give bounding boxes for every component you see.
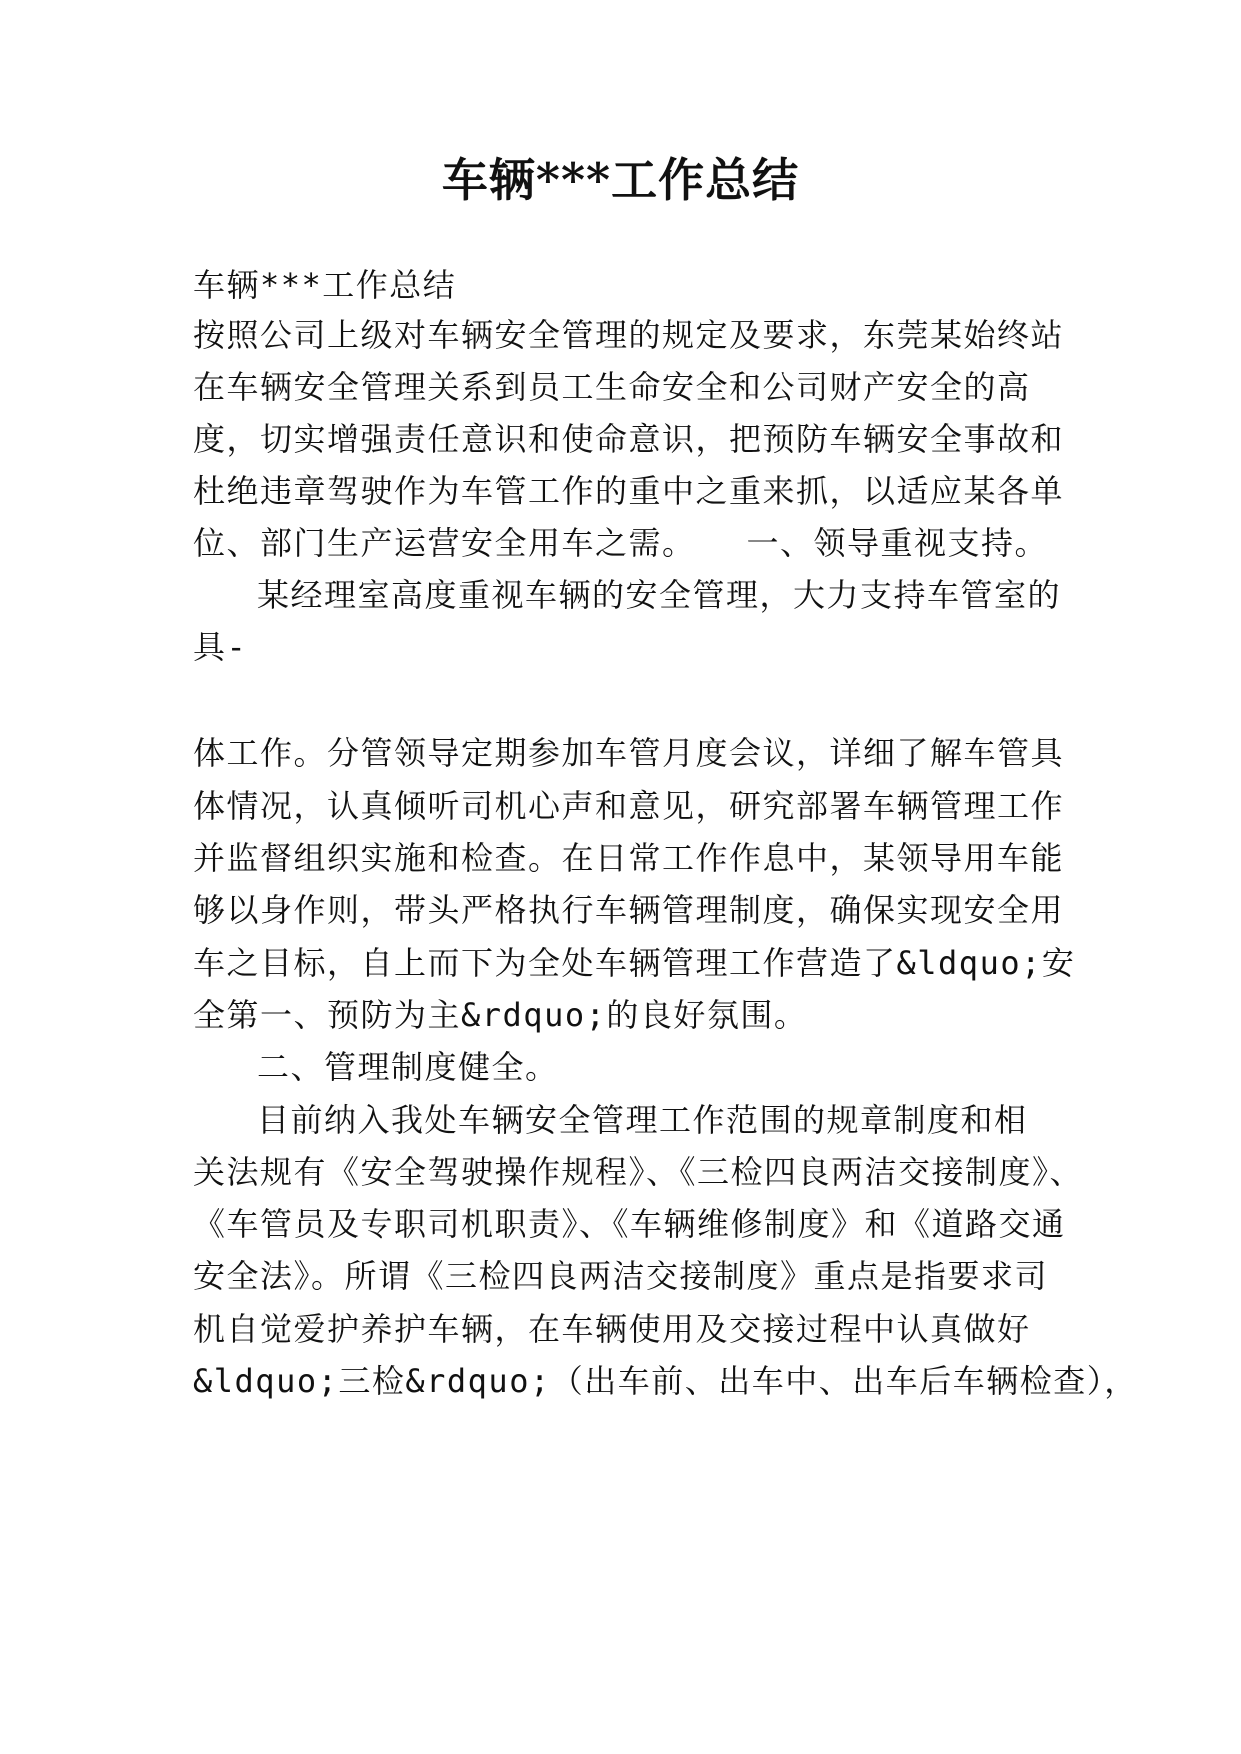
body-line: &ldquo;三检&rdquo;（出车前、出车中、出车后车辆检查），: [193, 1362, 1138, 1400]
body-line: 具-: [193, 628, 248, 666]
body-line: 安全法》。所谓《三检四良两洁交接制度》重点是指要求司: [193, 1257, 1049, 1295]
body-line: 够以身作则，带头严格执行车辆管理制度，确保实现安全用: [193, 891, 1065, 929]
body-line: 按照公司上级对车辆安全管理的规定及要求，东莞某始终站: [193, 316, 1065, 354]
body-line: 度，切实增强责任意识和使命意识，把预防车辆安全事故和: [193, 420, 1065, 458]
body-line: 位、部门生产运营安全用车之需。 一、领导重视支持。: [193, 524, 1049, 562]
body-line: 目前纳入我处车辆安全管理工作范围的规章制度和相: [257, 1101, 1028, 1139]
body-line: 并监督组织实施和检查。在日常工作作息中，某领导用车能: [193, 839, 1065, 877]
body-line: 某经理室高度重视车辆的安全管理，大力支持车管室的: [257, 576, 1062, 614]
body-line: 体工作。分管领导定期参加车管月度会议，详细了解车管具: [193, 734, 1065, 772]
body-line: 杜绝违章驾驶作为车管工作的重中之重来抓，以适应某各单: [193, 472, 1065, 510]
body-line: 在车辆安全管理关系到员工生命安全和公司财产安全的高: [193, 368, 1031, 406]
body-line: 《车管员及专职司机职责》、《车辆维修制度》和《道路交通: [193, 1205, 1066, 1243]
body-line: 车辆***工作总结: [193, 266, 457, 304]
body-line: 体情况，认真倾听司机心声和意见，研究部署车辆管理工作: [193, 787, 1065, 825]
body-line: 车之目标，自上而下为全处车辆管理工作营造了&ldquo;安: [193, 944, 1076, 982]
section-heading: 二、管理制度健全。: [257, 1048, 559, 1086]
body-line: 机自觉爱护养护车辆，在车辆使用及交接过程中认真做好: [193, 1310, 1031, 1348]
body-line: 关法规有《安全驾驶操作规程》、《三检四良两洁交接制度》、: [193, 1153, 1084, 1191]
document-title: 车辆***工作总结: [441, 153, 800, 207]
body-line: 全第一、预防为主&rdquo;的良好氛围。: [193, 996, 808, 1034]
